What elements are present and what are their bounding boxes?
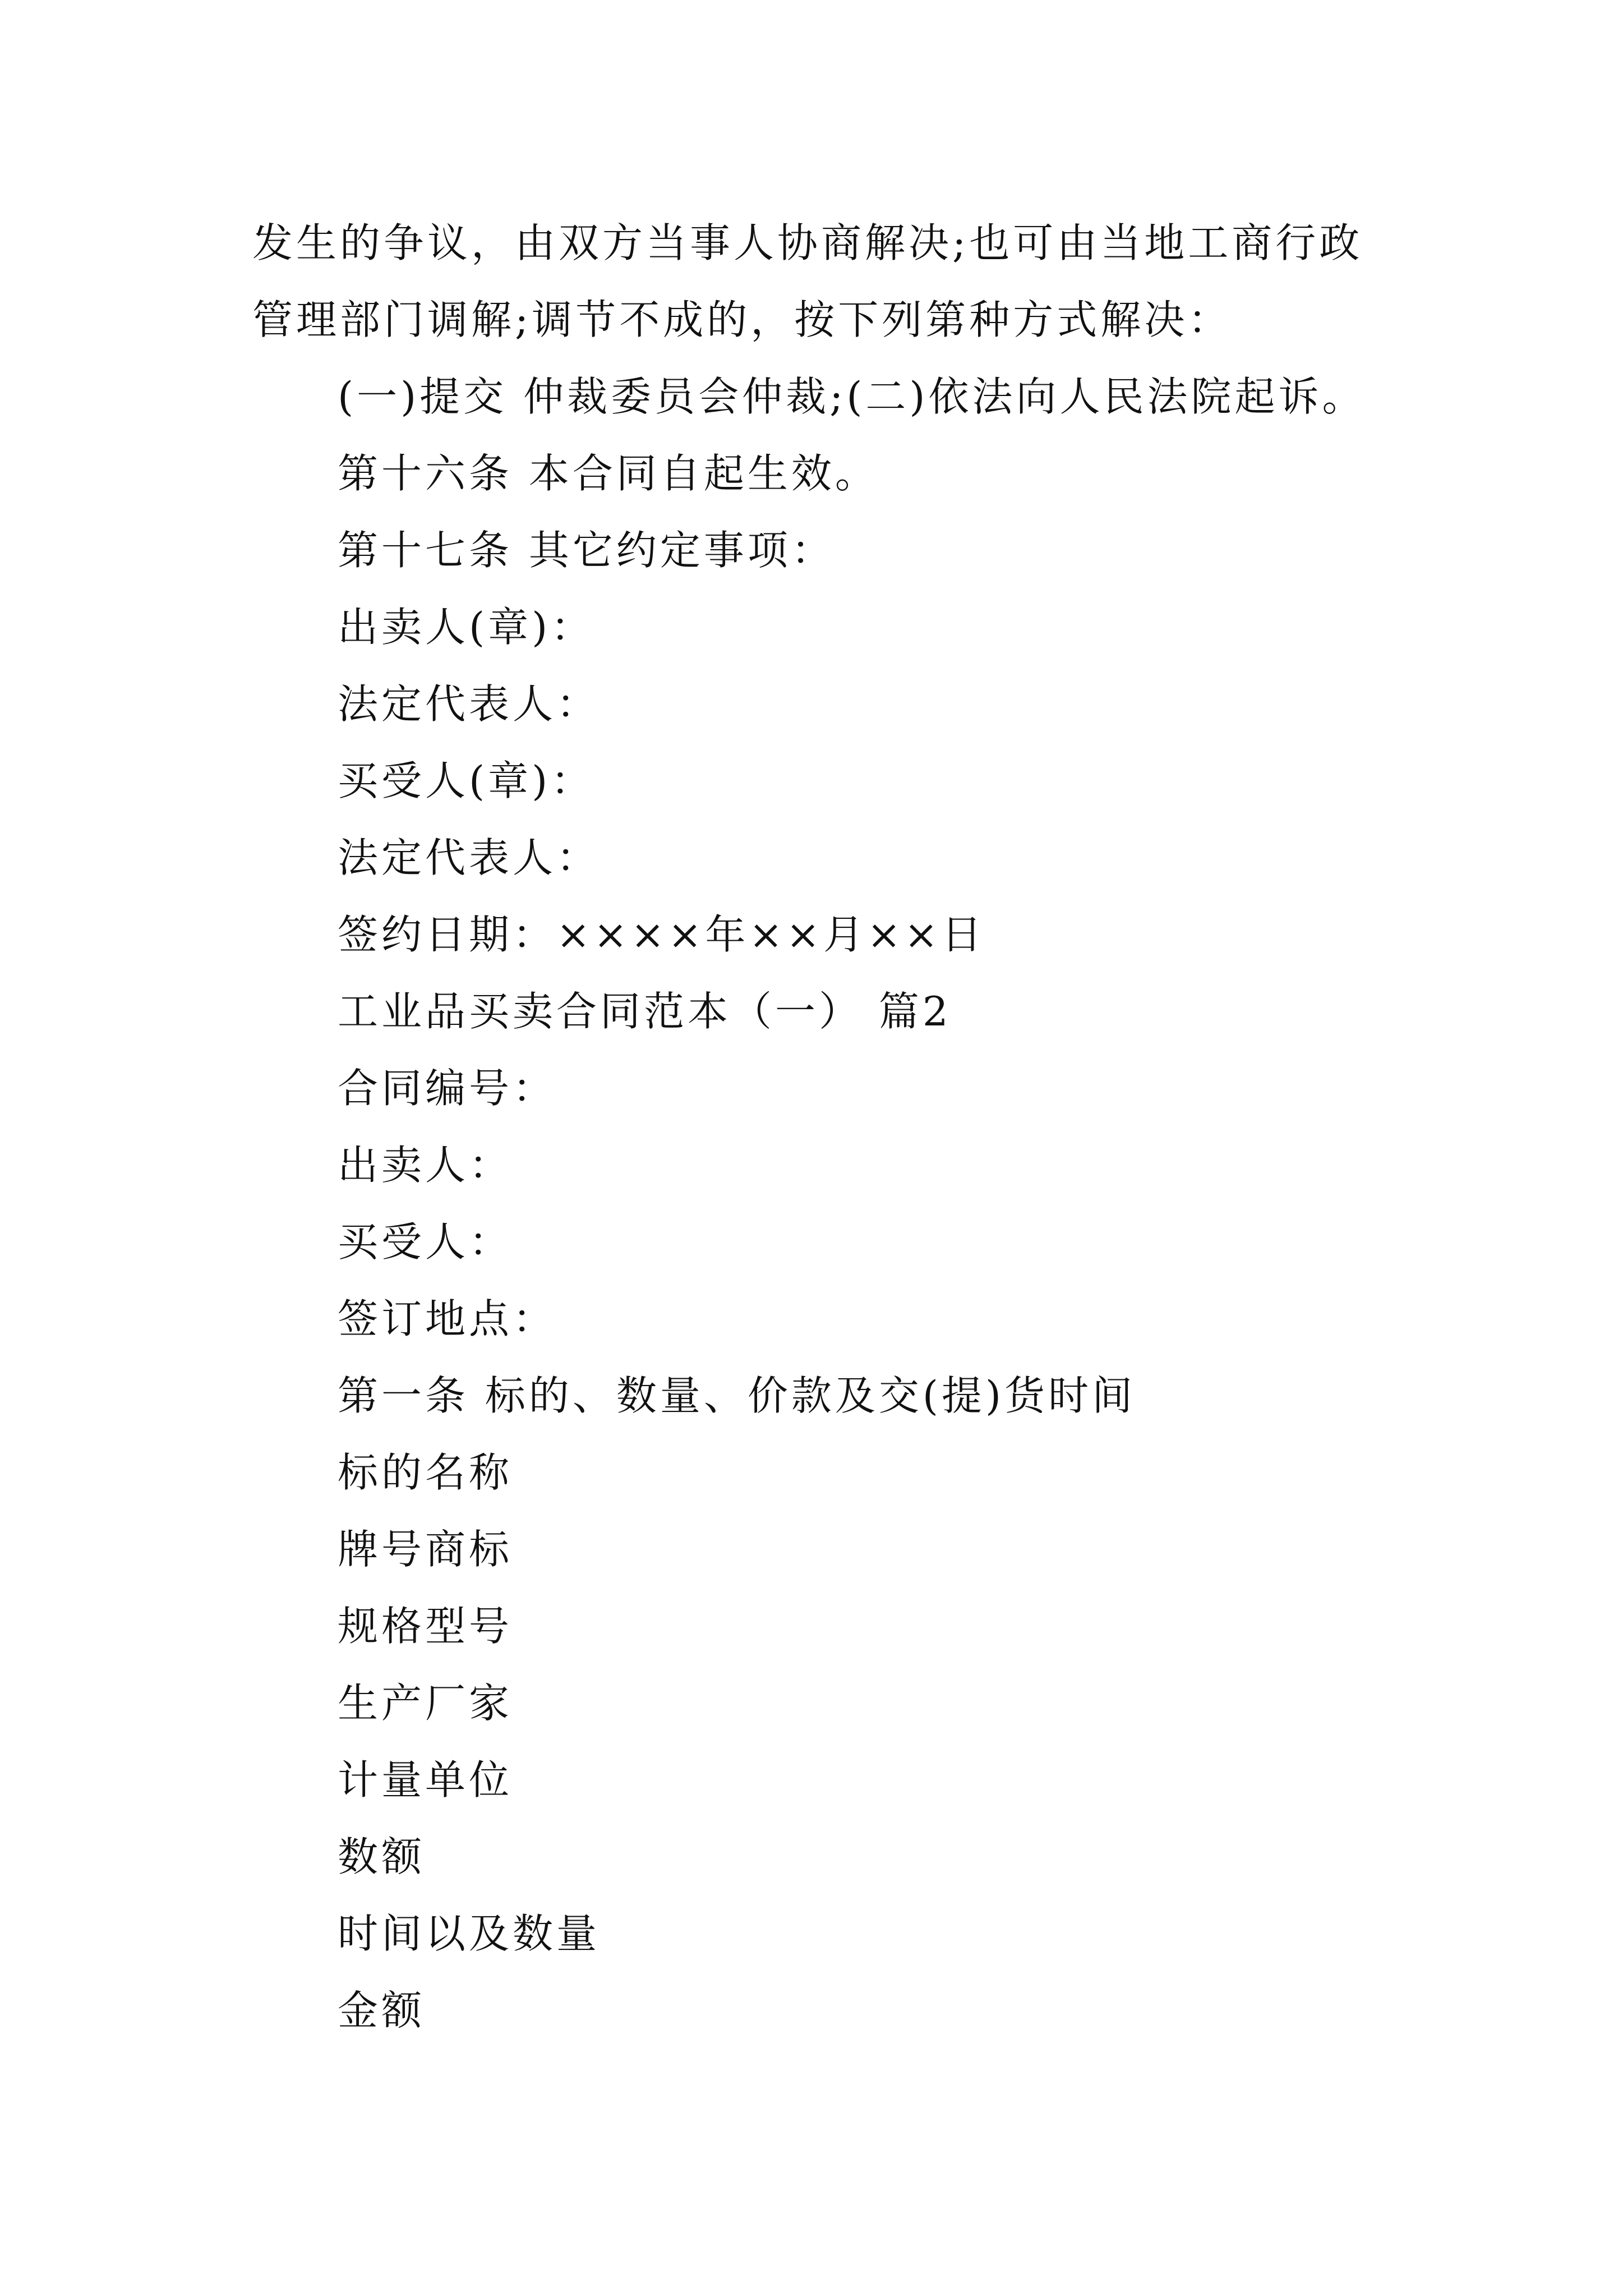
signing-place-label: 签订地点： [338, 1295, 557, 1342]
article-17: 第十七条 其它约定事项： [338, 527, 835, 574]
seller-label: 出卖人： [338, 1142, 513, 1189]
body-line-3: (一)提交 仲裁委员会仲裁;(二)依法向人民法院起诉。 [338, 373, 1366, 420]
field-subject-name: 标的名称 [338, 1449, 513, 1496]
field-unit: 计量单位 [338, 1756, 513, 1803]
field-manufacturer: 生产厂家 [338, 1680, 513, 1727]
contract-number-label: 合同编号： [338, 1065, 557, 1112]
buyer-label: 买受人： [338, 1218, 513, 1266]
seller-legal-rep-label: 法定代表人： [338, 680, 601, 728]
field-amount: 金额 [338, 1987, 426, 2034]
article-16: 第十六条 本合同自起生效。 [338, 450, 879, 497]
buyer-legal-rep-label: 法定代表人： [338, 834, 601, 881]
field-time-quantity: 时间以及数量 [338, 1910, 601, 1957]
seller-seal-label: 出卖人(章)： [338, 604, 595, 651]
signing-date: 签约日期：××××年××月××日 [338, 911, 985, 958]
buyer-seal-label: 买受人(章)： [338, 757, 595, 804]
field-quantity: 数额 [338, 1833, 426, 1880]
section-heading: 工业品买卖合同范本（一） 篇2 [338, 988, 952, 1035]
field-brand-trademark: 牌号商标 [338, 1526, 513, 1573]
body-line-2: 管理部门调解;调节不成的，按下列第种方式解决： [252, 296, 1232, 343]
field-spec-model: 规格型号 [338, 1603, 513, 1650]
article-1: 第一条 标的、数量、价款及交(提)货时间 [338, 1372, 1136, 1419]
body-line-1: 发生的争议，由双方当事人协商解决;也可由当地工商行政 [252, 219, 1363, 266]
